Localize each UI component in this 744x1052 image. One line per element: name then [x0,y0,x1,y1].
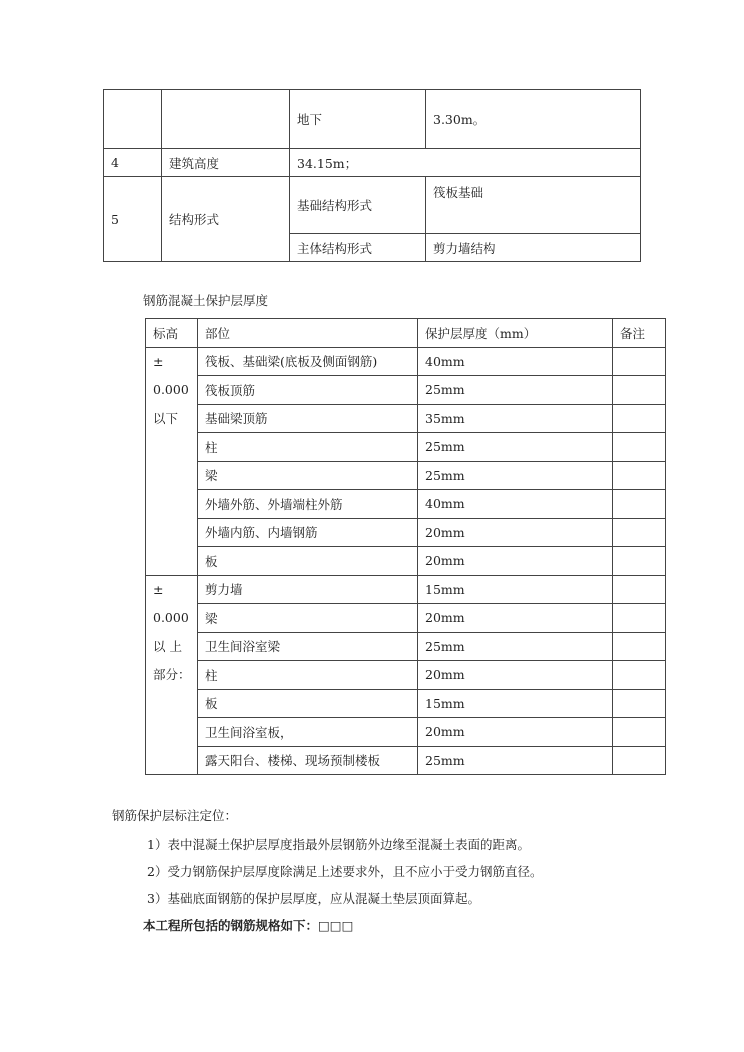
note-item: 2）受力钢筋保护层厚度除满足上述要求外，且不应小于受力钢筋直径。 [147,864,543,879]
part-cell: 柱 [198,661,418,690]
table-row [146,661,666,690]
remark-cell [613,404,666,433]
column-header: 保护层厚度（mm） [418,319,613,348]
remark-cell [613,433,666,462]
part-cell: 板 [198,689,418,718]
elevation-text: 以 上 [153,638,182,654]
thickness-cell: 25mm [418,632,613,661]
thickness-cell: 20mm [418,547,613,576]
part-cell: 基础梁顶筋 [198,404,418,433]
rebar-spec-heading: 本工程所包括的钢筋规格如下：□□□ [143,918,354,933]
table-row [104,149,641,177]
elevation-text: ± [153,581,164,597]
main-structure-label: 主体结构形式 [290,234,426,262]
thickness-cell: 25mm [418,461,613,490]
table-row [146,404,666,433]
foundation-label: 基础结构形式 [290,177,426,234]
part-cell: 外墙外筋、外墙端柱外筋 [198,490,418,519]
remark-cell [613,632,666,661]
cover-table-title: 钢筋混凝土保护层厚度 [143,293,269,308]
part-cell: 卫生间浴室板， [198,718,418,747]
remark-cell [613,518,666,547]
thickness-cell: 25mm [418,376,613,405]
elevation-text: 0.000 [153,382,189,397]
table-row [104,90,641,149]
cover-thickness-table [145,318,666,775]
remark-cell [613,490,666,519]
thickness-cell: 20mm [418,661,613,690]
note-item: 3）基础底面钢筋的保护层厚度，应从混凝土垫层顶面算起。 [147,891,480,906]
thickness-cell: 25mm [418,433,613,462]
table-row [146,575,666,604]
remark-cell [613,547,666,576]
thickness-cell: 20mm [418,604,613,633]
table-row [146,746,666,775]
thickness-cell: 15mm [418,575,613,604]
part-cell: 露天阳台、楼梯、现场预制楼板 [198,746,418,775]
thickness-cell: 20mm [418,518,613,547]
underground-label: 地下 [290,90,426,149]
remark-cell [613,575,666,604]
remark-cell [613,661,666,690]
column-header: 标高 [146,319,198,348]
part-cell: 卫生间浴室梁 [198,632,418,661]
table-row [146,490,666,519]
main-structure-value: 剪力墙结构 [426,234,641,262]
part-cell: 外墙内筋、内墙钢筋 [198,518,418,547]
thickness-cell: 20mm [418,718,613,747]
elevation-text: 以下 [153,410,179,426]
row-number: 4 [104,149,162,177]
structure-form-label: 结构形式 [162,177,290,262]
remark-cell [613,461,666,490]
table-header-row [146,319,666,348]
part-cell: 剪力墙 [198,575,418,604]
part-cell: 梁 [198,461,418,490]
remark-cell [613,604,666,633]
remark-cell [613,718,666,747]
table-row [146,632,666,661]
elevation-text: ± [153,353,164,369]
column-header: 部位 [198,319,418,348]
note-item: 1）表中混凝土保护层厚度指最外层钢筋外边缘至混凝土表面的距离。 [147,837,530,852]
remark-cell [613,347,666,376]
elevation-cell [146,347,198,575]
thickness-cell: 40mm [418,347,613,376]
remark-cell [613,689,666,718]
foundation-value: 筏板基础 [426,177,641,234]
elevation-cell [146,575,198,775]
row-number: 5 [104,177,162,262]
elevation-text: 0.000 [153,610,189,625]
remark-cell [613,746,666,775]
table-row [146,518,666,547]
thickness-cell: 40mm [418,490,613,519]
part-cell: 板 [198,547,418,576]
thickness-cell: 35mm [418,404,613,433]
part-cell: 柱 [198,433,418,462]
building-height-label: 建筑高度 [162,149,290,177]
part-cell: 筏板、基础梁(底板及侧面钢筋) [198,347,418,376]
elevation-text: 部分： [153,667,191,682]
table-row [146,604,666,633]
table-row [146,461,666,490]
underground-value: 3.30m。 [426,90,641,149]
building-height-value: 34.15m； [290,149,641,177]
remark-cell [613,376,666,405]
thickness-cell: 25mm [418,746,613,775]
table-row [146,689,666,718]
table-row [146,347,666,376]
table-row [146,433,666,462]
table-row [146,718,666,747]
thickness-cell: 15mm [418,689,613,718]
part-cell: 筏板顶筋 [198,376,418,405]
project-info-table [103,89,641,262]
table-row [104,177,641,234]
column-header: 备注 [613,319,666,348]
table-row [146,376,666,405]
part-cell: 梁 [198,604,418,633]
table-row [146,547,666,576]
notes-heading: 钢筋保护层标注定位： [112,808,238,823]
